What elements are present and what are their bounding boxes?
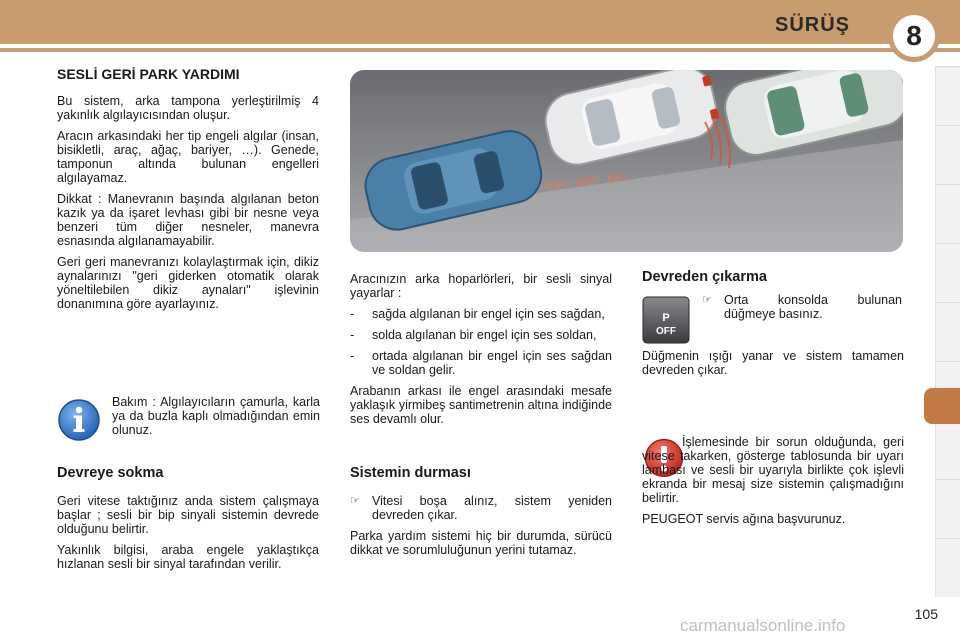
stop-bullet <box>350 494 612 522</box>
chapter-title: SÜRÜŞ <box>774 14 850 36</box>
header-band <box>0 44 960 48</box>
paragraph: Aracın arkasındaki her tip engeli algılar (insan, bisikletli, araç, ağaç, bariyer, …). Genede, tamponun altında bulunan engelleri algılayamaz. <box>57 129 319 185</box>
svg-text:P: P <box>662 312 670 324</box>
deactivation-text: Düğmenin ışığı yanar ve sistem tamamen devreden çıkar. <box>642 349 904 377</box>
list-item: - ortada algılanan bir engel için ses sağdan ve soldan gelir. <box>350 349 612 377</box>
info-note <box>112 395 320 444</box>
paragraph: Bu sistem, arka tampona yerleştirilmiş 4 yakınlık algılayıcısından oluşur. <box>57 94 319 122</box>
beep-text: BIP... BIP... BIP... <box>544 169 636 193</box>
hand-pointer-icon: ☞ <box>702 294 712 306</box>
side-tab[interactable] <box>935 125 960 184</box>
stop-note: Parka yardım sistemi hiç bir durumda, sürücü dikkat ve sorumluluğunun yerini tutamaz. <box>350 529 612 557</box>
parking-off-button-icon <box>642 296 690 349</box>
list-item-text: solda algılanan bir engel için ses soldan, <box>372 328 597 342</box>
side-tab[interactable] <box>935 66 960 125</box>
side-tab-active[interactable] <box>924 388 960 424</box>
list-item-text: ortada algılanan bir engel için ses sağdan ve soldan gelir. <box>372 349 612 377</box>
side-tab[interactable] <box>935 479 960 538</box>
sound-column <box>350 272 612 433</box>
warning-text: İşlemesinde bir sorun olduğunda, geri vitese takarken, gösterge tablosunda bir uyarı lambası ve sesli bir uyarıyla birlikte çok işlevli ekranda bir mesaj size sistemin çalışmadığını belirtir. <box>642 435 904 505</box>
sound-intro: Aracınızın arka hoparlörleri, bir sesli sinyal yayarlar : <box>350 272 612 300</box>
paragraph: Yakınlık bilgisi, araba engele yaklaştıkça hızlanan sesli bir sinyal tarafından verilir. <box>57 543 319 571</box>
page-number: 105 <box>914 606 938 622</box>
chapter-badge <box>888 10 940 62</box>
stop-heading: Sistemin durması <box>350 465 471 481</box>
info-note-text: Bakım : Algılayıcıların çamurla, karla ya da buzla kaplı olmadığından emin olunuz. <box>112 395 320 437</box>
side-tab[interactable] <box>935 538 960 597</box>
deactivation-bullet-text: Orta konsolda bulunan düğmeye basınız. <box>724 293 902 321</box>
list-item: - sağda algılanan bir engel için ses sağdan, <box>350 307 612 321</box>
paragraph: Geri geri manevranızı kolaylaştırmak için, dikiz aynalarınızı "geri giderken otomatik olarak yöneltilebilen dikiz aynaları" işlevinin donanımına göre ayarlayınız. <box>57 255 319 311</box>
stop-bullet-text: Vitesi boşa alınız, sistem yeniden devreden çıkar. <box>372 494 612 522</box>
deactivation-heading: Devreden çıkarma <box>642 269 767 285</box>
paragraph: Dikkat : Manevranın başında algılanan beton kazık ya da işaret levhası gibi bir nesne veya benzeri tüm diğer nesneler, manevra esnasında algılanamayabilir. <box>57 192 319 248</box>
side-tab[interactable] <box>935 243 960 302</box>
list-item: - solda algılanan bir engel için ses soldan, <box>350 328 612 342</box>
car-white-illustration <box>540 70 723 170</box>
stop-section <box>350 466 612 564</box>
section-title: SESLİ GERİ PARK YARDIMI <box>57 66 240 82</box>
warning-block <box>642 435 904 533</box>
intro-column <box>57 94 319 318</box>
info-icon <box>57 398 101 447</box>
deactivation-bullet <box>702 293 902 328</box>
paragraph: Geri vitese taktığınız anda sistem çalışmaya başlar ; sesli bir bip sinyali sistemin devrede olduğunu belirtir. <box>57 494 319 536</box>
side-tab[interactable] <box>935 184 960 243</box>
svg-text:OFF: OFF <box>656 326 676 337</box>
deactivation-text-block <box>642 349 904 384</box>
deactivation-section <box>642 270 904 284</box>
side-tab[interactable] <box>935 302 960 361</box>
list-item-text: sağda algılanan bir engel için ses sağdan, <box>372 307 605 321</box>
activation-section <box>57 466 319 578</box>
service-text: PEUGEOT servis ağına başvurunuz. <box>642 512 846 526</box>
distance-text: Arabanın arkası ile engel arasındaki mesafe yaklaşık yirmibeş santimetrenin altına indiğinde ses devamlı olur. <box>350 384 612 426</box>
hand-pointer-icon: ☞ <box>350 495 360 507</box>
chapter-side-tabs <box>934 66 960 576</box>
side-tab[interactable] <box>935 420 960 479</box>
parking-illustration <box>350 70 903 252</box>
watermark-text: carmanualsonline.info <box>680 616 846 635</box>
activation-heading: Devreye sokma <box>57 465 164 481</box>
chapter-number: 8 <box>906 20 922 51</box>
